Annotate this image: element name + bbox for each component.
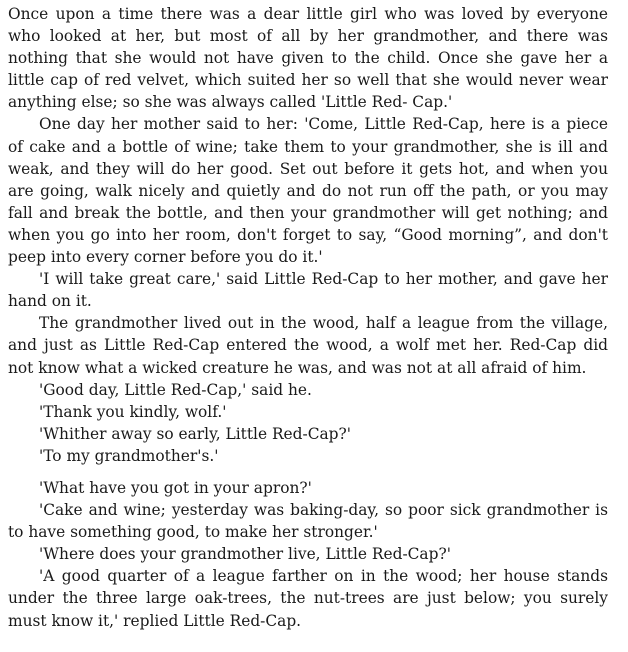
paragraph: 'Whither away so early, Little Red-Cap?' (39, 424, 351, 443)
paragraph: 'What have you got in your apron?' (39, 478, 312, 497)
paragraph: 'Where does your grandmother live, Little Red-Cap?' (39, 545, 451, 564)
paragraph: The grandmother lived out in the wood, half a league from the village, and just as Little Red-Cap entered the wood, a wolf met her. Red-Cap did not know what a wicked creature he was, and was not at all afraid of him. (8, 314, 608, 377)
paragraph: 'I will take great care,' said Little Red-Cap to her mother, and gave her hand on it. (8, 270, 608, 311)
paragraph: 'A good quarter of a league farther on in the wood; her house stands under the three large oak-trees, the nut-trees are just below; you surely must know it,' replied Little Red-Cap. (8, 567, 608, 630)
paragraph: 'Cake and wine; yesterday was baking-day, so poor sick grandmother is to have something good, to make her stronger.' (8, 501, 608, 542)
paragraph: 'Good day, Little Red-Cap,' said he. (39, 380, 312, 399)
paragraph: Once upon a time there was a dear little girl who was loved by everyone who looked at her, but most of all by her grandmother, and there was nothing that she would not have given to the child. Once she gave her a little cap of red velvet, which suited her so well that she would never wear anything else; so she was always called 'Little Red- Cap.' (8, 5, 608, 112)
story-text (8, 3, 608, 632)
paragraph: One day her mother said to her: 'Come, Little Red-Cap, here is a piece of cake and a bottle of wine; take them to your grandmother, she is ill and weak, and they will do her good. Set out before it gets hot, and when you are going, walk nicely and quietly and do not run off the path, or you may fall and break the bottle, and then your grandmother will get nothing; and when you go into her room, don't forget to say, “Good morning”, and don't peep into every corner before you do it.' (8, 115, 608, 267)
paragraph: 'To my grandmother's.' (39, 446, 219, 465)
paragraph: 'Thank you kindly, wolf.' (39, 402, 227, 421)
